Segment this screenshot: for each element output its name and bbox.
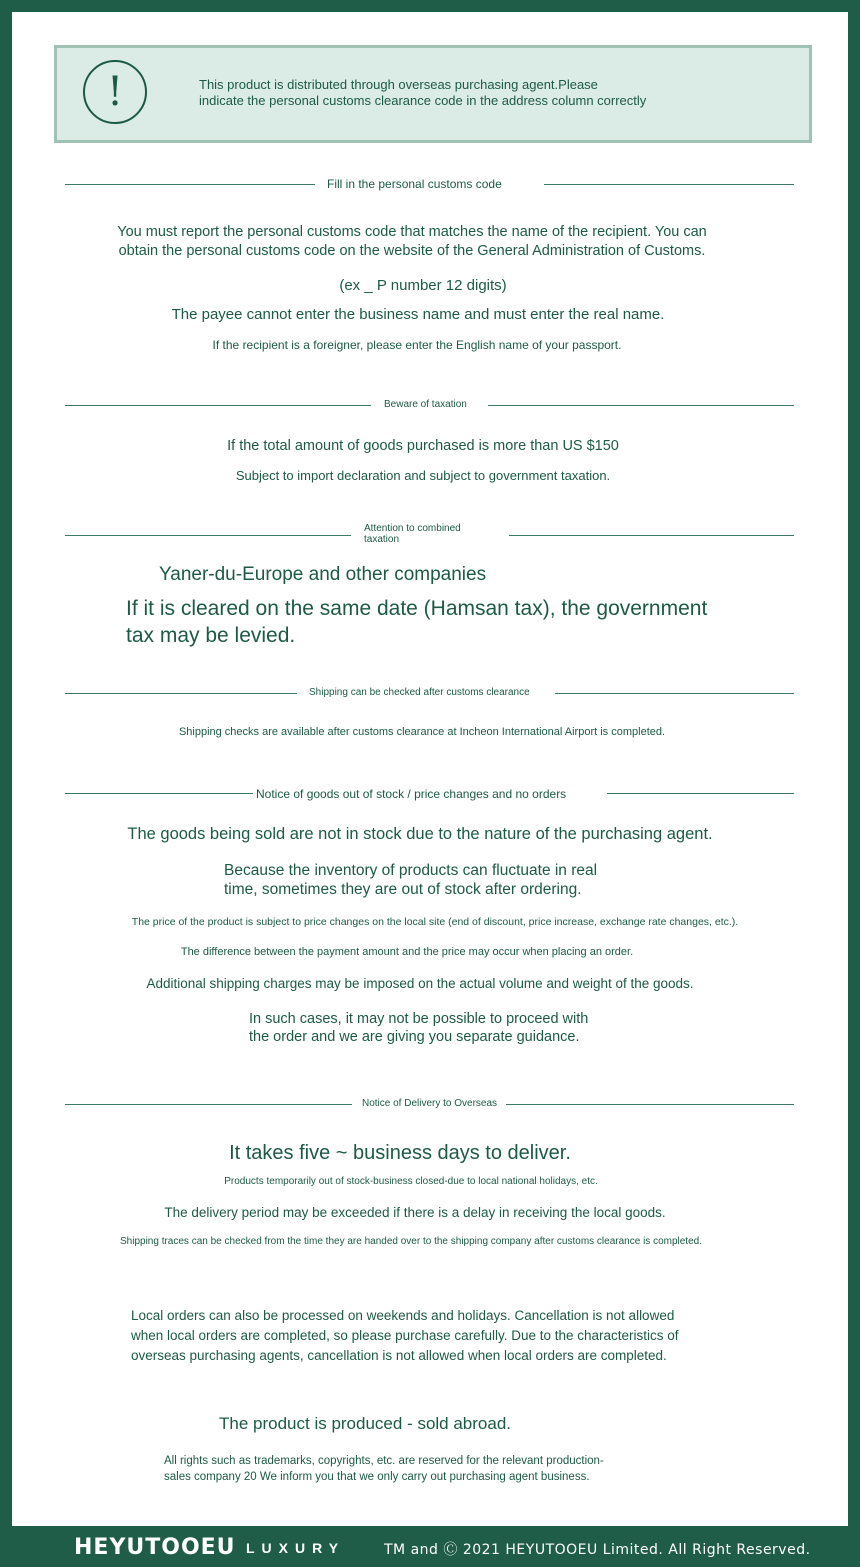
footer [0, 1526, 860, 1567]
stock-line-2a: Because the inventory of products can fluctuate in real [224, 862, 598, 879]
customs-code-line-2: obtain the personal customs code on the website of the General Administration of Customs. [118, 243, 706, 259]
section-title-stock-notice: Notice of goods out of stock / price changes and no orders [256, 787, 567, 801]
overseas-notice-box [54, 45, 812, 143]
delivery-holidays-text: Products temporarily out of stock-business closed-due to local national holidays, etc. [224, 1176, 598, 1187]
brand-logo: HEYUTOOEU [74, 1535, 236, 1560]
shipping-check-text: Shipping checks are available after customs clearance at Incheon International Airport is completed. [178, 726, 666, 738]
rights-line-2: sales company 20 We inform you that we only carry out purchasing agent business. [164, 1471, 590, 1483]
stock-payment-difference-text: The difference between the payment amount and the price may occur when placing an order. [180, 946, 634, 958]
divider [65, 184, 315, 185]
stock-line-2b: time, sometimes they are out of stock after ordering. [224, 881, 582, 898]
stock-shipping-charges-text: Additional shipping charges may be imposed on the actual volume and weight of the goods. [146, 976, 694, 991]
stock-line-6b: the order and we are giving you separate guidance. [249, 1029, 580, 1045]
copyright-text: TM and Ⓒ 2021 HEYUTOOEU Limited. All Right Reserved. [384, 1542, 811, 1558]
customs-code-line-1: You must report the personal customs code that matches the name of the recipient. You can [117, 224, 707, 240]
produced-abroad-text: The product is produced - sold abroad. [219, 1414, 512, 1433]
rights-reserved-text [164, 1453, 604, 1485]
delivery-period-text: The delivery period may be exceeded if there is a delay in receiving the local goods. [164, 1205, 666, 1220]
divider [65, 535, 351, 536]
divider [544, 184, 794, 185]
notice-line-1: This product is distributed through overseas purchasing agent.Please [199, 77, 598, 92]
local-orders-text [131, 1306, 679, 1366]
combined-title-line-2: taxation [364, 534, 400, 545]
payee-real-name-text: The payee cannot enter the business name and must enter the real name. [171, 306, 665, 323]
divider [65, 405, 371, 406]
divider [488, 405, 794, 406]
local-orders-line-3: overseas purchasing agents, cancellation is not allowed when local orders are completed. [131, 1348, 667, 1363]
divider [65, 693, 297, 694]
taxation-line-1: If the total amount of goods purchased is more than US $150 [227, 438, 619, 454]
delivery-days-text: It takes five ~ business days to deliver. [229, 1142, 571, 1164]
divider [65, 793, 253, 794]
customs-code-paragraph [12, 223, 812, 261]
stock-guidance-text [249, 1010, 588, 1046]
notice-line-2: indicate the personal customs clearance code in the address column correctly [199, 93, 647, 108]
rights-line-1: All rights such as trademarks, copyrights, etc. are reserved for the relevant production- [164, 1455, 604, 1467]
section-title-combined-taxation [364, 523, 461, 545]
notice-text [199, 77, 669, 109]
divider [65, 1104, 352, 1105]
stock-line-6a: In such cases, it may not be possible to proceed with [249, 1011, 589, 1027]
local-orders-line-2: when local orders are completed, so please purchase carefully. Due to the characteristics of [131, 1328, 679, 1343]
divider [509, 535, 794, 536]
foreigner-name-text: If the recipient is a foreigner, please enter the English name of your passport. [212, 338, 622, 352]
divider [555, 693, 794, 694]
section-title-customs-code: Fill in the personal customs code [327, 177, 502, 191]
section-title-shipping-check: Shipping can be checked after customs clearance [309, 687, 530, 698]
combined-tax-text [126, 595, 707, 649]
combined-title-line-1: Attention to combined [364, 523, 461, 534]
taxation-line-2: Subject to import declaration and subject to government taxation. [235, 468, 611, 483]
section-title-taxation: Beware of taxation [384, 399, 467, 410]
divider [607, 793, 794, 794]
brand-subtitle: LUXURY [246, 1540, 346, 1556]
divider [506, 1104, 794, 1105]
combined-companies-text: Yaner-du-Europe and other companies [159, 564, 487, 585]
customs-code-example: (ex _ P number 12 digits) [339, 277, 507, 294]
delivery-traces-text: Shipping traces can be checked from the time they are handed over to the shipping company after customs clearance is completed. [120, 1236, 702, 1247]
combined-tax-line-1: If it is cleared on the same date (Hamsan tax), the government [126, 597, 708, 620]
section-title-delivery: Notice of Delivery to Overseas [362, 1098, 498, 1109]
stock-price-change-text: The price of the product is subject to price changes on the local site (end of discount, price increase, exchange rate changes, etc.). [131, 916, 739, 928]
exclamation-icon: ! [83, 60, 147, 124]
stock-line-1: The goods being sold are not in stock due to the nature of the purchasing agent. [127, 825, 713, 843]
stock-inventory-text [224, 861, 597, 899]
content-panel [12, 12, 848, 1526]
local-orders-line-1: Local orders can also be processed on weekends and holidays. Cancellation is not allowed [131, 1308, 675, 1323]
combined-tax-line-2: tax may be levied. [126, 624, 296, 647]
